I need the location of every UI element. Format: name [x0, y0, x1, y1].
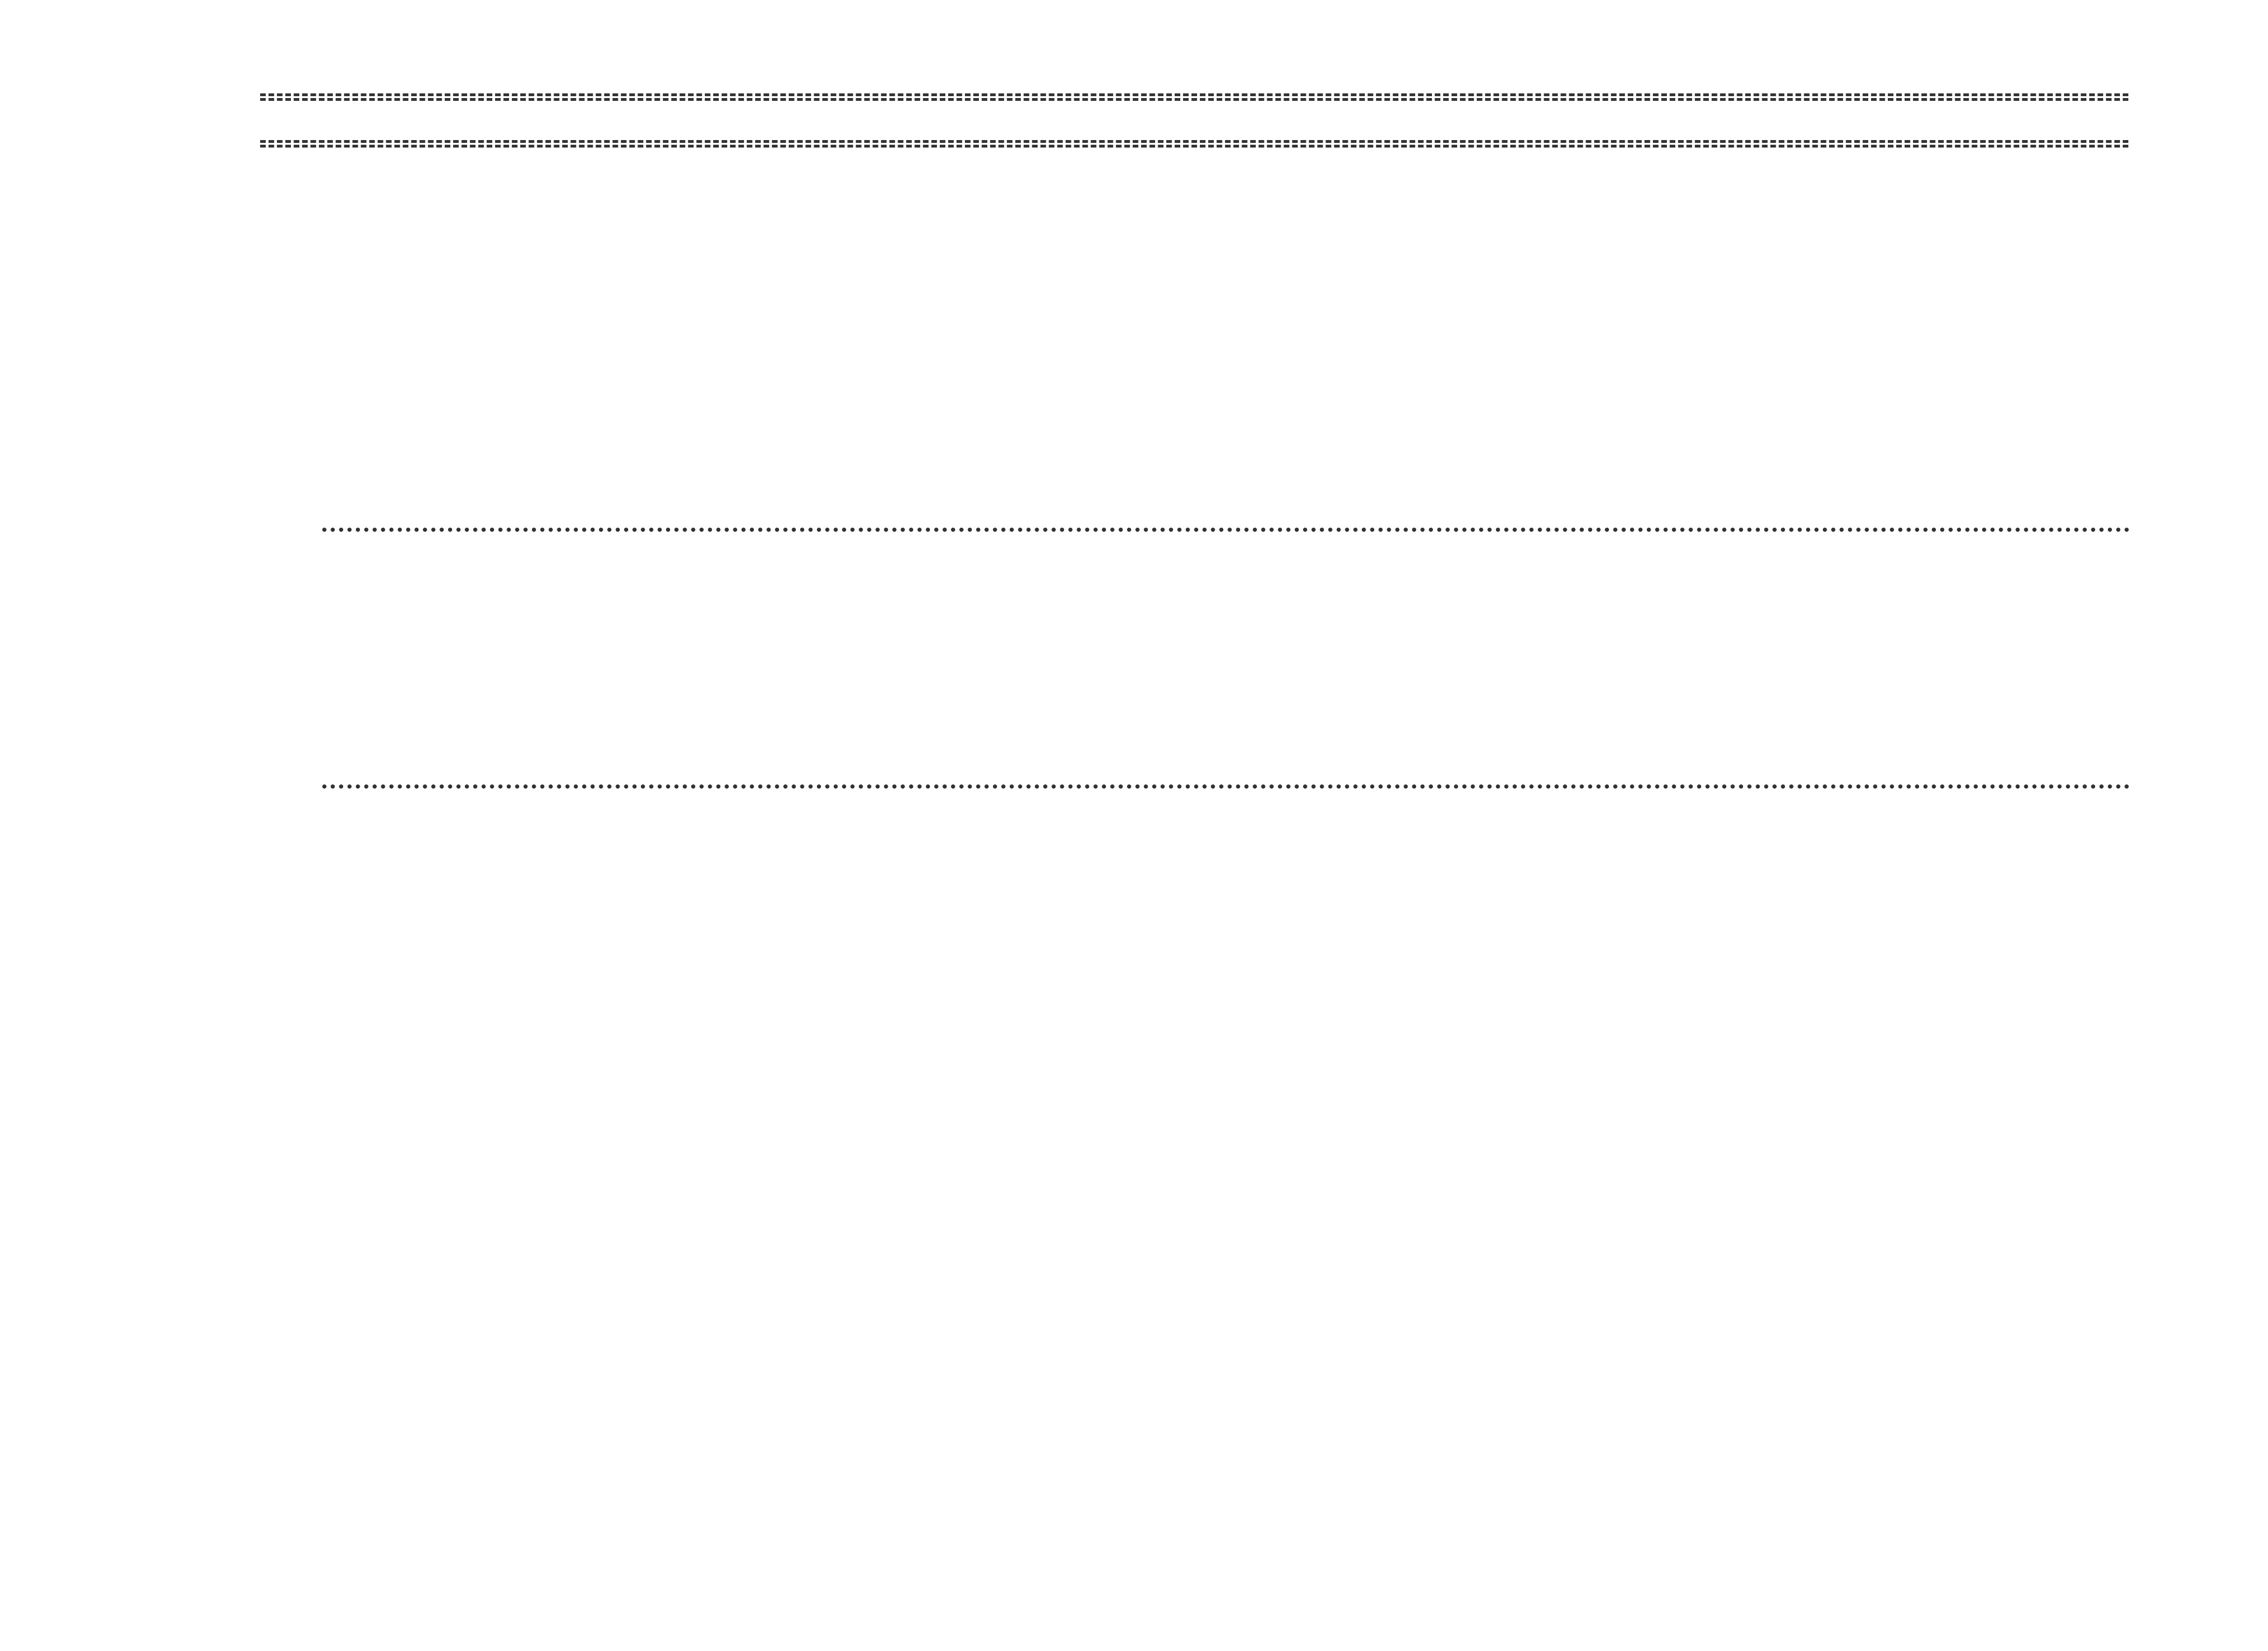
- dotted-separator-2: [322, 784, 2130, 789]
- header-rule-bottom: [260, 140, 2128, 143]
- header-rule-bottom-2: [260, 145, 2128, 148]
- header-rule-top-2: [260, 98, 2128, 101]
- dotted-separator-1: [322, 528, 2130, 532]
- header-rule-top: [260, 93, 2128, 96]
